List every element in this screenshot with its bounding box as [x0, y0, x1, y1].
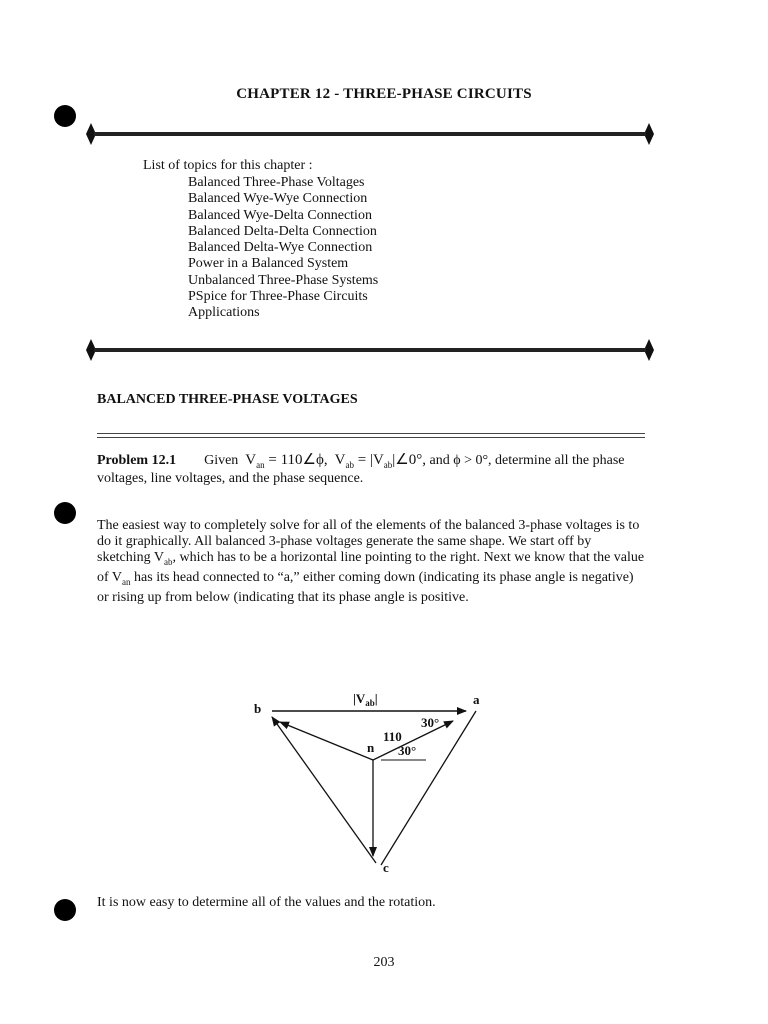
label-a: a: [473, 692, 480, 707]
paragraph-line: The easiest way to completely solve for all of the elements of the balanced 3-phase voltages is to: [97, 518, 640, 533]
phasor-vbn: [280, 722, 373, 760]
explanation-paragraph: [97, 518, 657, 607]
topic-item: PSpice for Three-Phase Circuits: [188, 289, 368, 305]
van-expression: $V_{an}$ = 110∠ϕ,: [245, 452, 328, 470]
closing-sentence: It is now easy to determine all of the values and the rotation.: [97, 895, 436, 910]
label-110: 110: [383, 729, 402, 744]
vab-expression: $V_{ab}$ = $|V_{ab}|\angle 0^\circ$,: [334, 452, 426, 470]
label-angle-top: 30°: [421, 715, 440, 730]
problem-continuation: voltages, line voltages, and the phase sequence.: [97, 471, 364, 486]
topics-list: [188, 175, 378, 322]
label-angle-bottom: 30°: [398, 743, 417, 758]
punch-hole-2: [54, 502, 76, 524]
chapter-title: CHAPTER 12 - THREE-PHASE CIRCUITS: [236, 86, 532, 102]
page-number: 203: [373, 955, 395, 970]
topic-item: Power in a Balanced System: [188, 256, 349, 272]
top-decorative-rule: [86, 123, 660, 145]
label-c: c: [383, 860, 389, 875]
topic-item: Balanced Delta-Wye Connection: [188, 240, 373, 256]
punch-hole-1: [54, 105, 76, 127]
punch-hole-3: [54, 899, 76, 921]
topic-item: Balanced Delta-Delta Connection: [188, 223, 377, 239]
label-b: b: [254, 701, 262, 716]
bottom-decorative-rule: [86, 339, 660, 361]
paragraph-line: of $V_{an}$ has its head connected to “a,” either coming down (indicating its phase angle is negative): [97, 570, 634, 588]
section-divider: [97, 433, 645, 438]
line-cb: [272, 717, 376, 863]
phasor-diagram: [240, 680, 500, 880]
paragraph-line: or rising up from below (indicating that its phase angle is positive.: [97, 590, 469, 606]
topics-intro: List of topics for this chapter :: [143, 158, 313, 173]
given-word: Given: [204, 453, 239, 468]
paragraph-line: sketching $V_{ab}$, which has to be a horizontal line pointing to the right. Next we know that the value: [97, 550, 645, 568]
phi-condition: and ϕ > 0°, determine all the phase: [429, 453, 625, 468]
label-vab-magnitude: $|V_{ab}|$: [353, 691, 378, 708]
topic-item: Applications: [188, 305, 260, 321]
problem-statement: [97, 450, 625, 470]
topic-item: Unbalanced Three-Phase Systems: [188, 272, 379, 288]
problem-label: Problem 12.1: [97, 453, 177, 468]
label-n: n: [367, 740, 375, 755]
paragraph-line: do it graphically. All balanced 3-phase voltages generate the same shape. We start off by: [97, 534, 592, 550]
topic-item: Balanced Three-Phase Voltages: [188, 175, 365, 190]
section-title: BALANCED THREE-PHASE VOLTAGES: [97, 392, 358, 407]
topic-item: Balanced Wye-Wye Connection: [188, 191, 368, 207]
topic-item: Balanced Wye-Delta Connection: [188, 207, 372, 223]
